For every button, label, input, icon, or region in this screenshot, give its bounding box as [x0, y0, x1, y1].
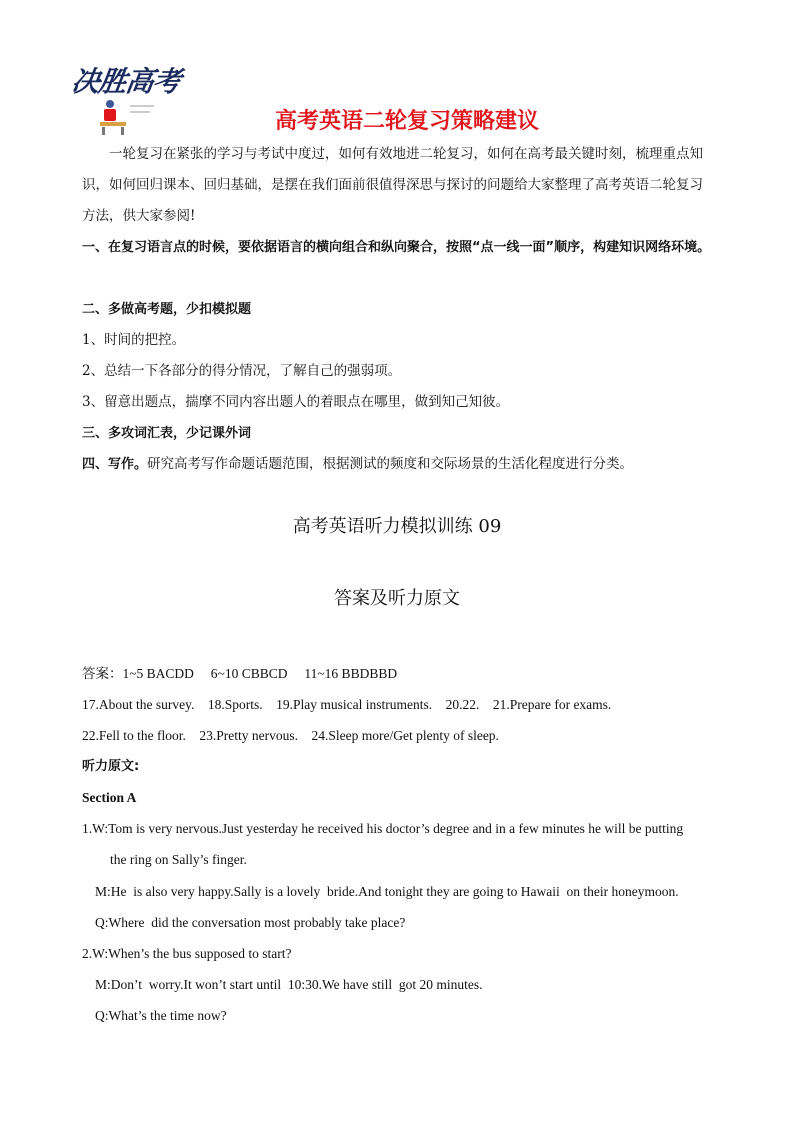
q2-man-line: M:Don’t worry.It won’t start until 10:30.We have still got 20 minutes.: [95, 977, 483, 992]
strategy-4-text: 研究高考写作命题话题范围，根据测试的频度和交际场景的生活化程度进行分类。: [147, 456, 634, 472]
strategy-3: 三、多攻词汇表，少记课外词: [82, 426, 252, 441]
intro-paragraph: 一轮复习在紧张的学习与考试中度过，如何有效地进二轮复习，如何在高考最关键时刻，梳理重点知识，如何回归课本、回归基础，是摆在我们面前很值得深思与探讨的问题给大家整理了高考英语二轮复习方法，供大家参阅!: [82, 146, 703, 224]
q1-woman-line-cont: the ring on Sally’s finger.: [110, 852, 247, 867]
strategy-item-2: 2、总结一下各部分的得分情况，了解自己的强弱项。: [82, 363, 402, 379]
strategy-2: 二、多做高考题，少扣模拟题: [82, 302, 252, 317]
strategy-4-heading: 四、写作。: [82, 457, 148, 472]
answers-line-3: 22.Fell to the floor. 23.Pretty nervous. 24.Sleep more/Get plenty of sleep.: [82, 728, 499, 743]
q1-question: Q:Where did the conversation most probably take place?: [95, 915, 406, 930]
page-title: 高考英语二轮复习策略建议: [274, 109, 539, 134]
section-heading: Section A: [82, 790, 137, 805]
exam-title: 高考英语听力模拟训练 09: [292, 516, 502, 537]
strategy-item-1: 1、时间的把控。: [82, 332, 186, 348]
strategy-4: [82, 449, 633, 480]
transcript-heading: 听力原文:: [82, 759, 140, 774]
answer-title: 答案及听力原文: [334, 588, 460, 609]
logo-text: 决胜高考: [69, 65, 183, 98]
strategy-1: 一、在复习语言点的时候，要依据语言的横向组合和纵向聚合，按照“点一线一面”顺序，构建知识网络环境。: [82, 240, 711, 255]
q2-woman-line: 2.W:When’s the bus supposed to start?: [82, 946, 292, 961]
answers-line-1: 答案：1~5 BACDD 6~10 CBBCD 11~16 BBDBBD: [82, 666, 398, 681]
q2-question: Q:What’s the time now?: [95, 1008, 227, 1023]
q1-man-line: M:He is also very happy.Sally is a lovely bride.And tonight they are going to Hawaii on their honeymoon.: [95, 884, 679, 899]
answers-line-2: 17.About the survey. 18.Sports. 19.Play musical instruments. 20.22. 21.Prepare for exams.: [82, 697, 612, 712]
q1-woman-line: 1.W:Tom is very nervous.Just yesterday he received his doctor’s degree and in a few minutes he will be putting: [82, 821, 684, 836]
strategy-item-3: 3、留意出题点，揣摩不同内容出题人的着眼点在哪里，做到知己知彼。: [82, 394, 510, 410]
